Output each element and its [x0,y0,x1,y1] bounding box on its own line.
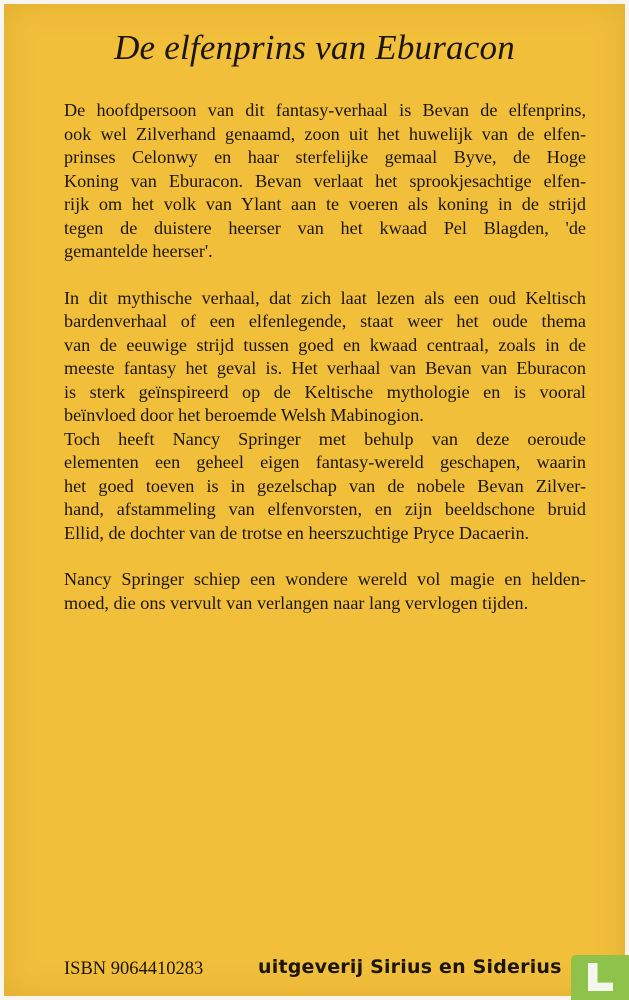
blurb-text [64,99,586,615]
text-line: gemantelde heerser'. [64,241,213,261]
text-line: is sterk geïnspireerd op de Keltische mythologie en is vooral [64,381,586,402]
paragraph-gap [64,545,586,568]
text-line: ook wel Zilverhand genaamd, zoon uit het huwelijk van de elfen- [64,123,586,144]
text-line: elementen een geheel eigen fantasy-wereld geschapen, waarin [64,452,586,472]
publisher-name: uitgeverij Sirius en Siderius [258,956,562,978]
text-line: meeste fantasy het geval is. Het verhaal van Bevan van Eburacon [64,358,586,378]
blurb-paragraph-3 [64,568,586,615]
isbn-number: ISBN 9064410283 [64,959,204,979]
text-line: hand, afstammeling van elfenvorsten, en zijn beeldschone bruid [64,499,586,519]
text-line: moed, die ons vervult van verlangen naar lang vervlogen tijden. [64,592,529,613]
text-line: beïnvloed door het beroemde Welsh Mabinogion. [64,405,424,425]
site-stamp [571,955,629,1000]
text-line: Nancy Springer schiep een wondere wereld vol magie en helden- [64,569,586,589]
text-line: Toch heeft Nancy Springer met behulp van deze oeroude [64,428,586,449]
text-line: rijk om het volk van Ylant aan te voeren als koning in de strijd [64,194,586,214]
blurb-paragraph-1 [64,99,586,264]
book-title: De elfenprins van Eburacon [114,28,515,67]
text-line: van de eeuwige strijd tussen goed en kwaad centraal, zoals in de [64,334,586,355]
text-line: bardenverhaal of een elfenlegende, staat weer het oude thema [64,311,586,331]
text-line: In dit mythische verhaal, dat zich laat lezen als een oud Keltisch [64,287,586,308]
text-line: Ellid, de dochter van de trotse en heerszuchtige Pryce Dacaerin. [64,522,530,543]
paragraph-gap [64,264,586,287]
text-line: prinses Celonwy en haar sterfelijke gemaal Byve, de Hoge [64,147,586,167]
book-back-cover [4,4,625,996]
blurb-paragraph-2 [64,287,586,546]
text-line: Koning van Eburacon. Bevan verlaat het sprookjesachtige elfen- [64,170,586,191]
text-line: het goed toeven is in gezelschap van de nobele Bevan Zilver- [64,475,586,496]
letter-l-logo-icon [588,963,613,991]
text-line: De hoofdpersoon van dit fantasy-verhaal is Bevan de elfenprins, [64,100,586,120]
text-line: tegen de duistere heerser van het kwaad Pel Blagden, 'de [64,217,586,238]
